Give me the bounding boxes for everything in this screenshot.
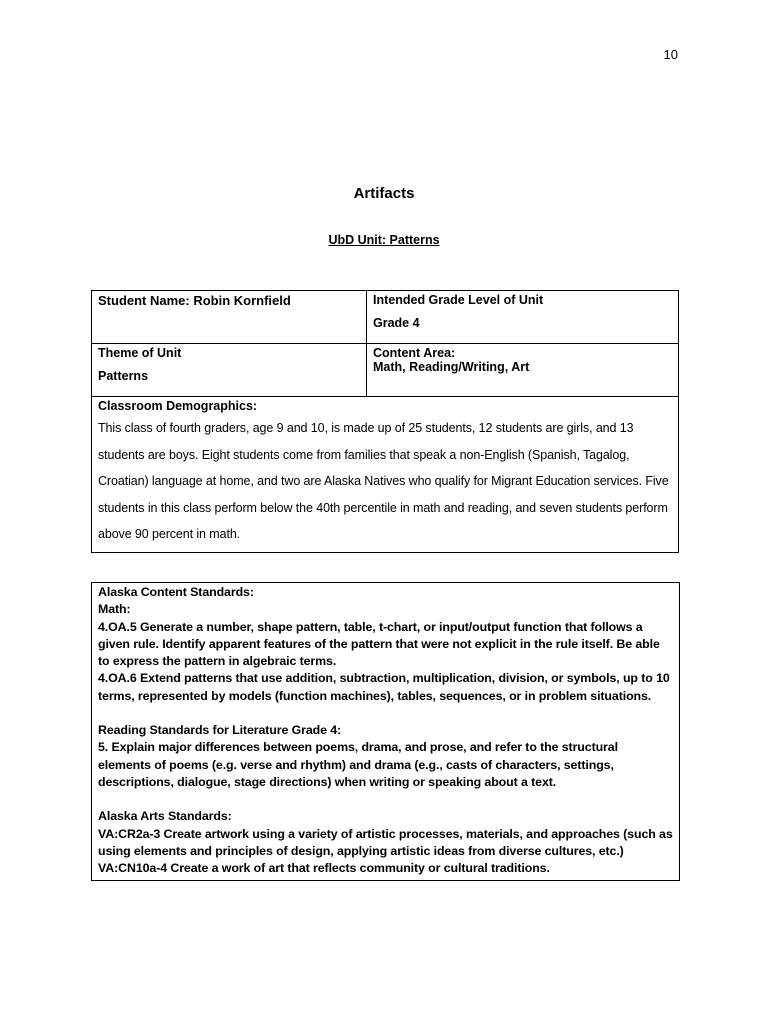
content-area-label: Content Area: — [373, 346, 456, 360]
student-name-cell — [92, 291, 367, 344]
demographics-text: This class of fourth graders, age 9 and 10, is made up of 25 students, 12 students are girls, and 13 students are boys. Eight students come from families that speak a non-English (Spanish, Tagalog, Croatian) language at home, and two are Alaska Natives who qualify for Migrant Education services. Five students in this class perform below the 40th percentile in math and reading, and seven students perform above 90 percent in math. — [98, 421, 669, 541]
math-standard-1: 4.OA.5 Generate a number, shape pattern, table, t-chart, or input/output function that follows a given rule. Identify apparent features of the pattern that were not explicit in the rule itself. Be able to express the pattern in algebraic terms. — [98, 619, 660, 669]
arts-heading: Alaska Arts Standards: — [98, 809, 232, 824]
content-area-value: Math, Reading/Writing, Art — [373, 360, 530, 374]
standards-box — [91, 582, 680, 881]
reading-standard-1: 5. Explain major differences between poems, drama, and prose, and refer to the structural elements of poems (e.g. verse and rhythm) and drama (e.g., casts of characters, settings, descriptions, dialogue, stage directions) when writing or speaking about a text. — [98, 740, 618, 789]
page-title: Artifacts — [353, 185, 415, 202]
demographics-label: Classroom Demographics: — [98, 399, 258, 413]
theme-cell — [92, 344, 367, 397]
unit-subtitle: UbD Unit: Patterns — [328, 233, 440, 247]
unit-info-table — [91, 290, 679, 553]
math-standard-2: 4.OA.6 Extend patterns that use addition, subtraction, multiplication, division, or symbols, up to 10 terms, represented by models (function machines), tables, sequences, or in problem situations. — [98, 671, 670, 703]
arts-standard-1: VA:CR2a-3 Create artwork using a variety of artistic processes, materials, and approaches (such as using elements and principles of design, applying artistic ideas from diverse cultures, etc.) — [98, 826, 673, 858]
table-row — [92, 397, 679, 553]
standards-heading: Alaska Content Standards: — [98, 585, 254, 599]
grade-level-cell — [367, 291, 679, 344]
arts-standard-2: VA:CN10a-4 Create a work of art that reflects community or cultural traditions. — [98, 861, 550, 876]
grade-level-value: Grade 4 — [373, 316, 420, 330]
spacer — [98, 791, 673, 808]
reading-heading: Reading Standards for Literature Grade 4: — [98, 723, 342, 738]
spacer — [98, 705, 673, 722]
page-number: 10 — [663, 47, 678, 62]
theme-label: Theme of Unit — [98, 346, 182, 360]
theme-value: Patterns — [98, 369, 149, 383]
content-area-cell — [367, 344, 679, 397]
student-name: Student Name: Robin Kornfield — [98, 293, 291, 308]
table-row — [92, 291, 679, 344]
math-heading: Math: — [98, 602, 131, 617]
demographics-cell — [92, 397, 679, 553]
grade-level-label: Intended Grade Level of Unit — [373, 293, 544, 307]
table-row — [92, 344, 679, 397]
